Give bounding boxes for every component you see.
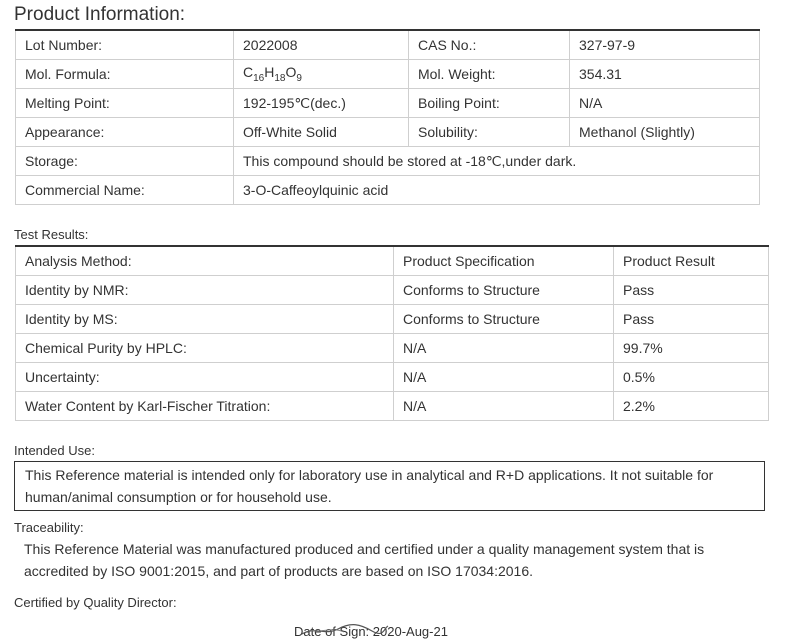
traceability-text: This Reference Material was manufactured produced and certified under a quality management system that is accredited by ISO 9001:2015, and part of products are based on ISO 17034:2016. [24, 541, 705, 579]
product-specification: Conforms to Structure [394, 305, 614, 334]
product-specification: N/A [394, 363, 614, 392]
formula-o-count: 9 [296, 72, 302, 84]
table-row [16, 305, 769, 334]
analysis-method: Water Content by Karl-Fischer Titration: [16, 392, 394, 421]
product-specification: N/A [394, 392, 614, 421]
page-title: Product Information: [14, 4, 186, 25]
analysis-method: Identity by NMR: [16, 276, 394, 305]
product-specification: N/A [394, 334, 614, 363]
formula-label: Mol. Formula: [16, 60, 234, 89]
product-info-table [15, 29, 760, 205]
formula-c: C [243, 64, 254, 81]
solubility-label: Solubility: [409, 118, 570, 147]
storage-value: This compound should be stored at -18℃,under dark. [234, 147, 760, 176]
intended-use-text: This Reference material is intended only for laboratory use in analytical and R+D applications. It not suitable for human/animal consumption or for household use. [14, 461, 765, 511]
appearance-label: Appearance: [16, 118, 234, 147]
table-row [16, 30, 760, 60]
weight-label: Mol. Weight: [409, 60, 570, 89]
product-result: Pass [614, 305, 769, 334]
formula-h-count: 18 [274, 72, 286, 84]
table-row [16, 176, 760, 205]
table-row [16, 363, 769, 392]
solubility-value: Methanol (Slightly) [570, 118, 760, 147]
table-row [16, 276, 769, 305]
formula-c-count: 16 [253, 72, 265, 84]
traceability-label: Traceability: [14, 520, 84, 535]
product-result: Pass [614, 276, 769, 305]
boiling-label: Boiling Point: [409, 89, 570, 118]
date-of-sign: Date of Sign: 2020-Aug-21 [294, 624, 448, 639]
weight-value: 354.31 [570, 60, 760, 89]
storage-label: Storage: [16, 147, 234, 176]
analysis-method: Uncertainty: [16, 363, 394, 392]
table-row [16, 89, 760, 118]
analysis-method: Chemical Purity by HPLC: [16, 334, 394, 363]
formula-o: O [285, 64, 297, 81]
formula-value [234, 60, 409, 89]
certified-by-label: Certified by Quality Director: [14, 595, 177, 610]
header-analysis-method: Analysis Method: [16, 246, 394, 276]
header-product-specification: Product Specification [394, 246, 614, 276]
test-results-table [15, 245, 769, 421]
table-row [16, 60, 760, 89]
table-row [16, 392, 769, 421]
table-header-row [16, 246, 769, 276]
product-result: 2.2% [614, 392, 769, 421]
table-row [16, 118, 760, 147]
cas-value: 327-97-9 [570, 30, 760, 60]
signature-scribble [300, 620, 390, 640]
intended-use-label: Intended Use: [14, 443, 95, 458]
cas-label: CAS No.: [409, 30, 570, 60]
product-result: 0.5% [614, 363, 769, 392]
boiling-value: N/A [570, 89, 760, 118]
analysis-method: Identity by MS: [16, 305, 394, 334]
product-specification: Conforms to Structure [394, 276, 614, 305]
commercial-name-label: Commercial Name: [16, 176, 234, 205]
formula-h: H [264, 64, 275, 81]
test-results-label: Test Results: [14, 227, 89, 242]
product-result: 99.7% [614, 334, 769, 363]
table-row [16, 334, 769, 363]
appearance-value: Off-White Solid [234, 118, 409, 147]
lot-number-value: 2022008 [234, 30, 409, 60]
commercial-name-value: 3-O-Caffeoylquinic acid [234, 176, 760, 205]
header-product-result: Product Result [614, 246, 769, 276]
melting-value: 192-195℃(dec.) [234, 89, 409, 118]
lot-number-label: Lot Number: [16, 30, 234, 60]
melting-label: Melting Point: [16, 89, 234, 118]
table-row [16, 147, 760, 176]
